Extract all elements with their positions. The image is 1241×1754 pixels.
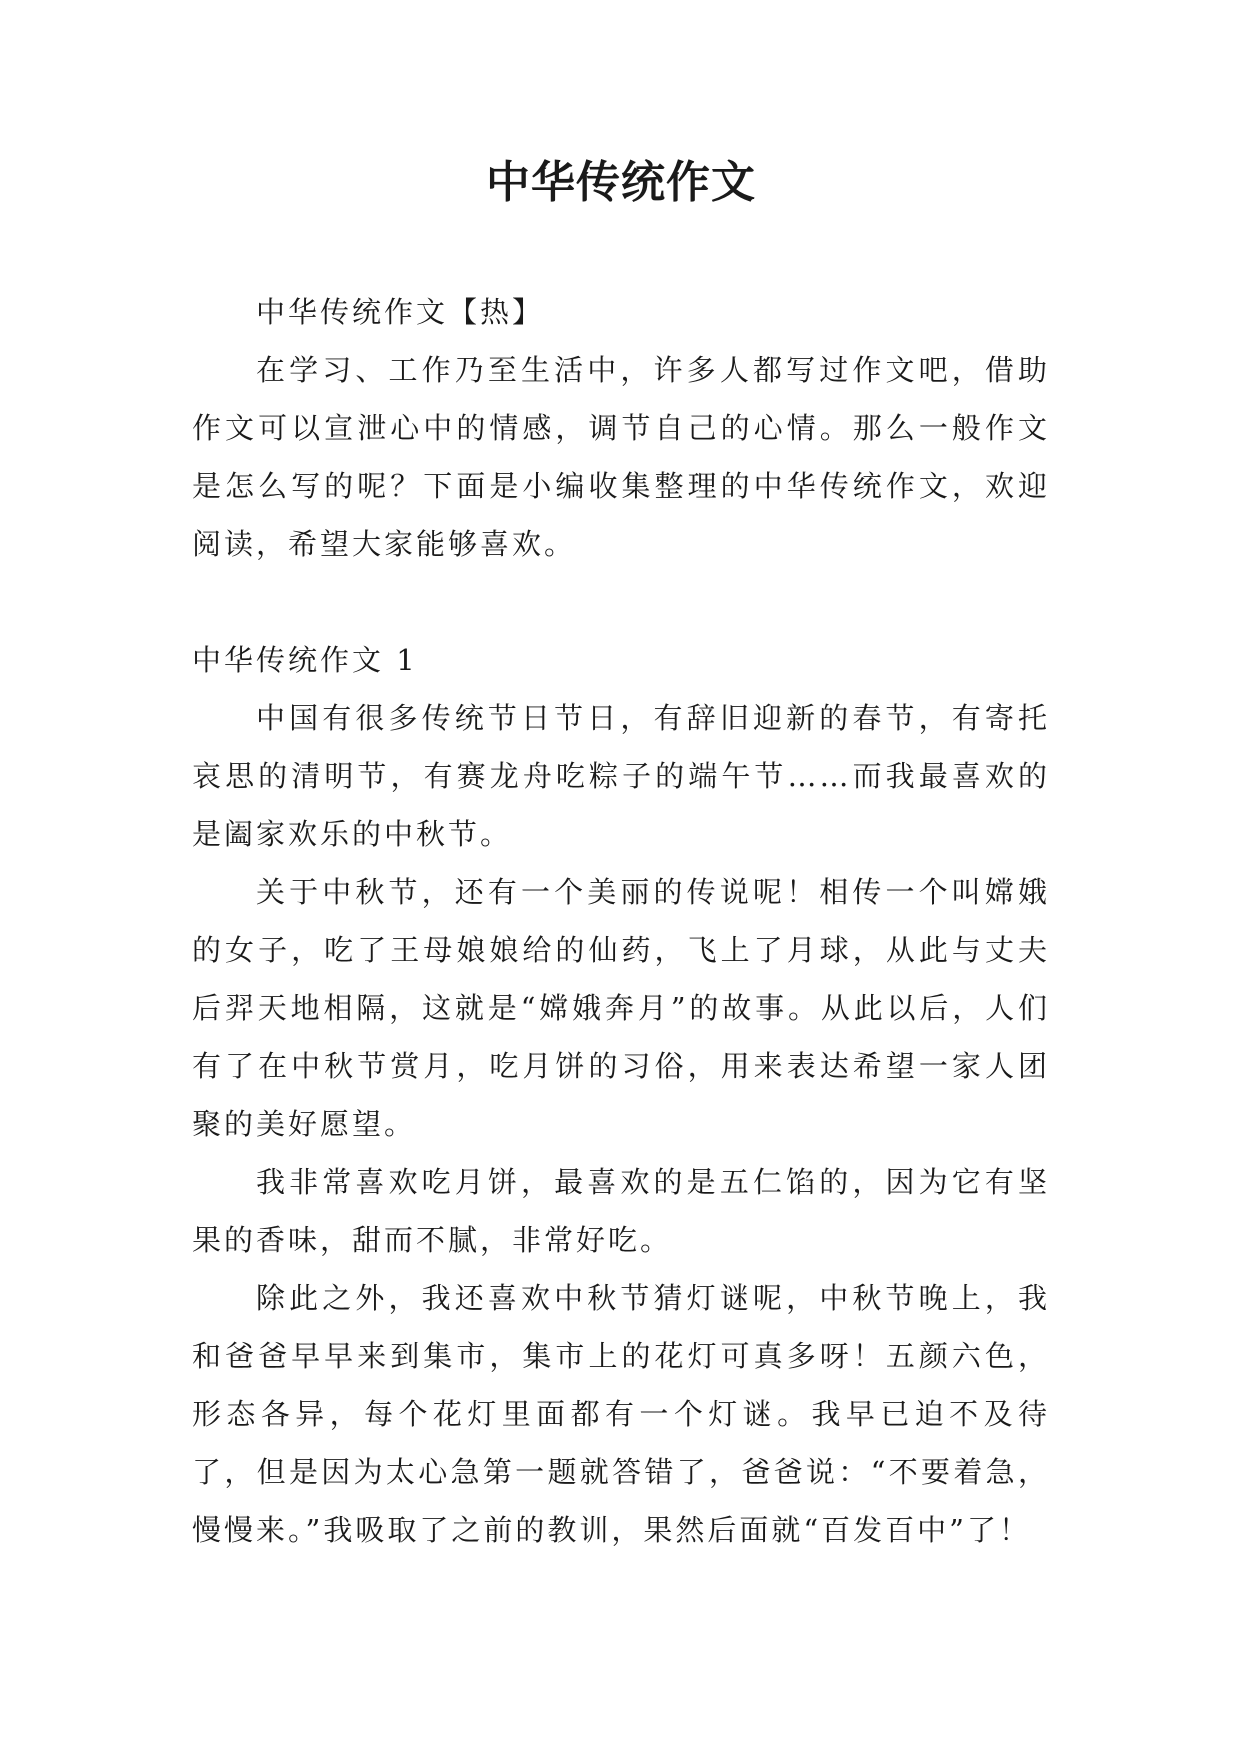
body-paragraph: 除此之外，我还喜欢中秋节猜灯谜呢，中秋节晚上，我和爸爸早早来到集市，集市上的花灯可真多呀！五颜六色，形态各异，每个花灯里面都有一个灯谜。我早已迫不及待了，但是因为太心急第一题就答错了，爸爸说：“不要着急，慢慢来。”我吸取了之前的教训，果然后面就“百发百中”了！ [192, 1281, 1050, 1547]
body-paragraph: 中国有很多传统节日节日，有辞旧迎新的春节，有寄托哀思的清明节，有赛龙舟吃粽子的端午节……而我最喜欢的是阖家欢乐的中秋节。 [192, 701, 1050, 851]
body-paragraph: 关于中秋节，还有一个美丽的传说呢！相传一个叫嫦娥的女子，吃了王母娘娘给的仙药，飞上了月球，从此与丈夫后羿天地相隔，这就是“嫦娥奔月”的故事。从此以后，人们有了在中秋节赏月，吃月饼的习俗，用来表达希望一家人团聚的美好愿望。 [192, 875, 1050, 1141]
document-body [192, 283, 1050, 1559]
section-spacer [192, 573, 1050, 631]
section-heading: 中华传统作文 1 [192, 643, 418, 677]
document-subtitle: 中华传统作文【热】 [256, 295, 545, 329]
body-paragraph: 我非常喜欢吃月饼，最喜欢的是五仁馅的，因为它有坚果的香味，甜而不腻，非常好吃。 [192, 1165, 1050, 1257]
intro-paragraph: 在学习、工作乃至生活中，许多人都写过作文吧，借助作文可以宣泄心中的情感，调节自己的心情。那么一般作文是怎么写的呢？下面是小编收集整理的中华传统作文，欢迎阅读，希望大家能够喜欢。 [192, 353, 1050, 561]
document-title: 中华传统作文 [486, 157, 756, 208]
